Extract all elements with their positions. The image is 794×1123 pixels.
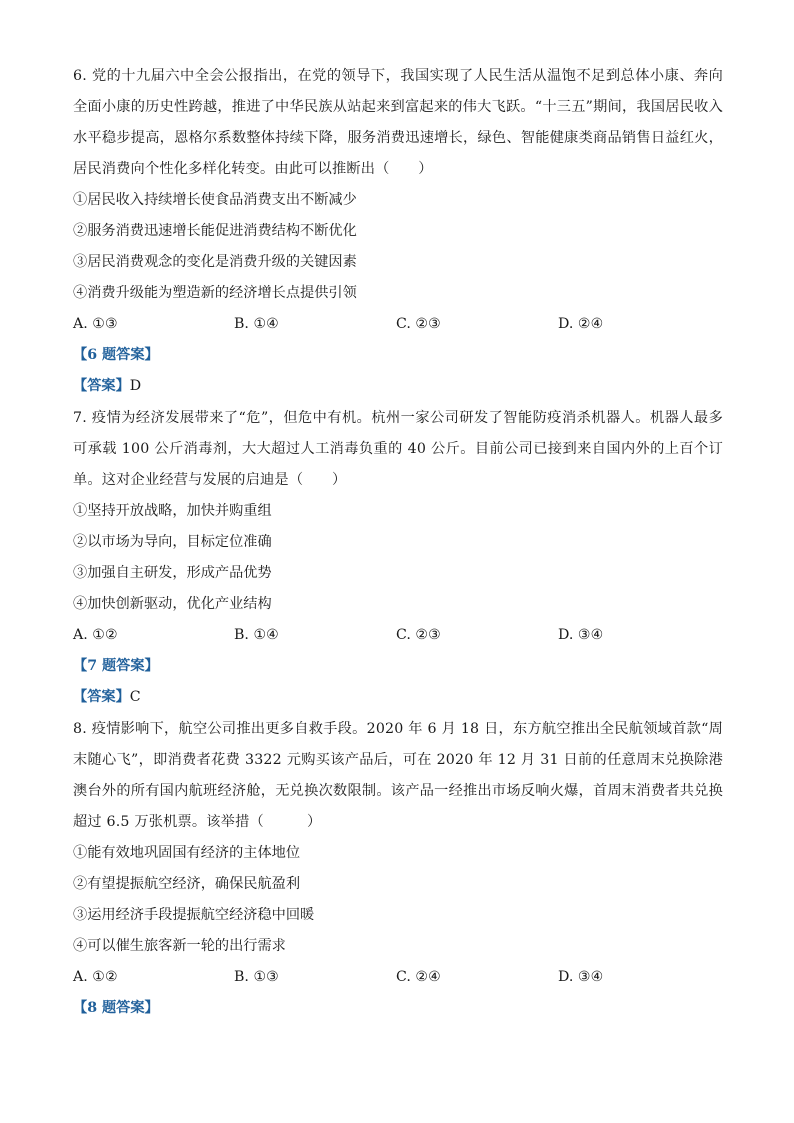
statement-item: ③居民消费观念的变化是消费升级的关键因素 <box>73 254 357 270</box>
option-a: A. ①③ <box>73 316 118 332</box>
answer-tag: 【答案】 <box>73 689 130 705</box>
question-stem: 8. 疫情影响下，航空公司推出更多自救手段。2020 年 6 月 18 日，东方航空推出全民航领域首款“周末随心飞”，即消费者花费 3322 元购买该产品后，可在 2020 年 12 月 31 日前的任意周末兑换除港澳台外的所有国内航班经济舱，无兑换次数限制。该产品一经推出市场反响火爆，首周末消费者共兑换超过 6.5 万张机票。该举措（ ） <box>73 721 723 830</box>
option-b: B. ①③ <box>234 969 279 985</box>
question-7 <box>73 403 723 713</box>
option-a: A. ①② <box>73 969 118 985</box>
answer-section-heading: 【7 题答案】 <box>73 658 159 674</box>
statement-item: ①能有效地巩固国有经济的主体地位 <box>73 845 301 861</box>
statement-item: ②以市场为导向，目标定位准确 <box>73 534 272 550</box>
statement-item: ②服务消费迅速增长能促进消费结构不断优化 <box>73 223 357 239</box>
question-stem: 6. 党的十九届六中全会公报指出，在党的领导下，我国实现了人民生活从温饱不足到总体小康、奔向全面小康的历史性跨越，推进了中华民族从站起来到富起来的伟大飞跃。“十三五”期间，我国居民收入水平稳步提高，恩格尔系数整体持续下降，服务消费迅速增长，绿色、智能健康类商品销售日益红火，居民消费向个性化多样化转变。由此可以推断出（ ） <box>73 68 723 177</box>
statement-item: ④加快创新驱动，优化产业结构 <box>73 596 272 612</box>
statement-item: ③运用经济手段提振航空经济稳中回暖 <box>73 907 315 923</box>
option-b: B. ①④ <box>234 627 279 643</box>
answer-options <box>73 309 723 340</box>
option-c: C. ②④ <box>396 969 441 985</box>
answer-value: C <box>129 689 141 705</box>
option-b: B. ①④ <box>234 316 279 332</box>
option-d: D. ②④ <box>558 316 604 332</box>
answer-tag: 【答案】 <box>73 378 130 394</box>
statement-item: ④可以催生旅客新一轮的出行需求 <box>73 938 286 954</box>
statement-item: ①居民收入持续增长使食品消费支出不断减少 <box>73 192 357 208</box>
option-d: D. ③④ <box>558 627 604 643</box>
statement-item: ④消费升级能为塑造新的经济增长点提供引领 <box>73 285 357 301</box>
option-c: C. ②③ <box>396 316 441 332</box>
option-d: D. ③④ <box>558 969 604 985</box>
answer-section-heading: 【6 题答案】 <box>73 347 159 363</box>
statement-item: ③加强自主研发，形成产品优势 <box>73 565 272 581</box>
statement-item: ②有望提振航空经济，确保民航盈利 <box>73 876 301 892</box>
answer-options <box>73 620 723 651</box>
option-a: A. ①② <box>73 627 118 643</box>
answer-options <box>73 962 723 993</box>
statement-item: ①坚持开放战略，加快并购重组 <box>73 503 272 519</box>
answer-line <box>73 371 723 402</box>
option-c: C. ②③ <box>396 627 441 643</box>
answer-section-heading: 【8 题答案】 <box>73 1000 159 1016</box>
answer-line <box>73 682 723 713</box>
question-stem: 7. 疫情为经济发展带来了“危”，但危中有机。杭州一家公司研发了智能防疫消杀机器人。机器人最多可承载 100 公斤消毒剂，大大超过人工消毒负重的 40 公斤。目前公司已接到来自国内外的上百个订单。这对企业经营与发展的启迪是（ ） <box>73 410 723 488</box>
question-8 <box>73 714 723 1024</box>
answer-value: D <box>129 378 142 394</box>
question-6 <box>73 61 723 402</box>
